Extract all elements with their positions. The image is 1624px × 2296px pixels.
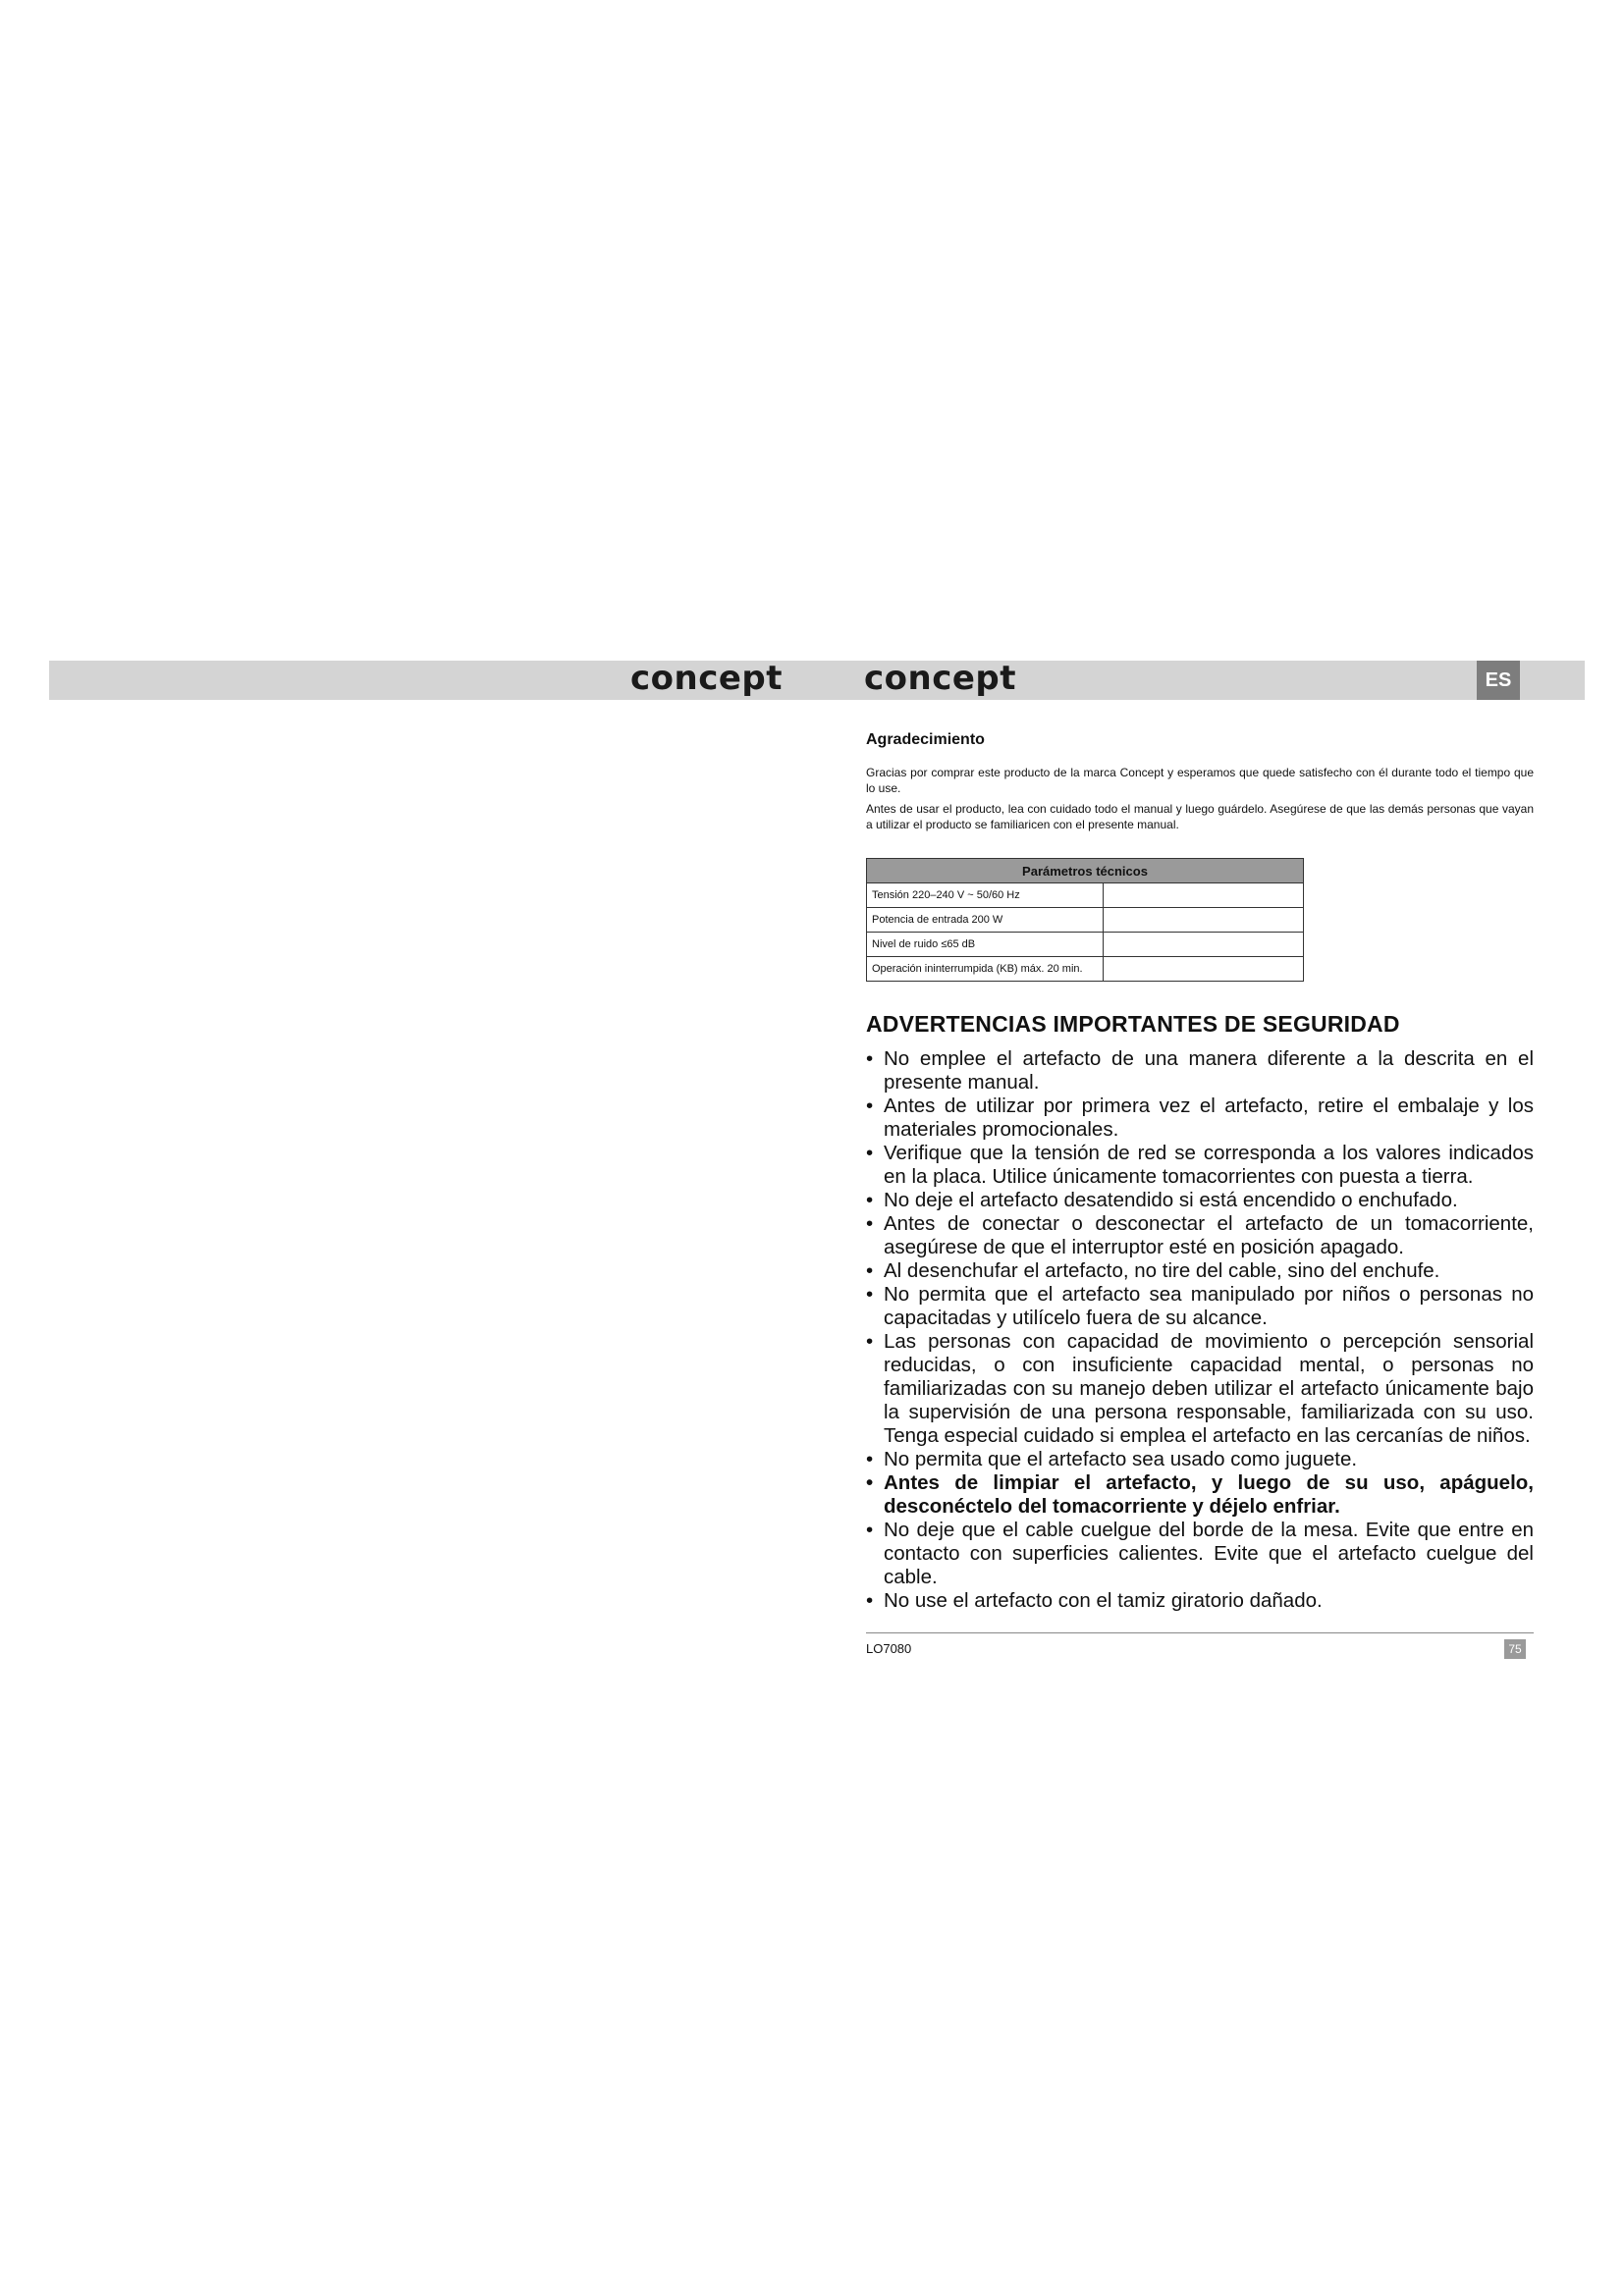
table-row — [867, 933, 1304, 957]
brand-logo-left: concept — [630, 659, 784, 698]
list-item — [866, 1471, 1534, 1519]
list-item-text: Las personas con capacidad de movimiento o percepción sensorial reducidas, o con insuficiente capacidad mental, o personas no familiarizadas con su manejo deben utilizar el artefacto únicamente bajo la supervisión de una persona responsable, familiarizada con su uso. Tenga especial cuidado si emplea el artefacto en las cercanías de niños. — [884, 1330, 1534, 1447]
table-cell-empty — [1104, 957, 1304, 982]
bullet-icon: • — [866, 1330, 874, 1353]
bullet-icon: • — [866, 1283, 874, 1306]
list-item-text: Al desenchufar el artefacto, no tire del cable, sino del enchufe. — [884, 1259, 1440, 1282]
bullet-icon: • — [866, 1519, 874, 1541]
list-item — [866, 1189, 1534, 1212]
intro-paragraph: Gracias por comprar este producto de la marca Concept y esperamos que quede satisfecho con él durante todo el tiempo que lo use. — [866, 766, 1534, 795]
bullet-icon: • — [866, 1095, 874, 1117]
warnings-title: ADVERTENCIAS IMPORTANTES DE SEGURIDAD — [866, 1011, 1400, 1037]
footer-divider — [866, 1632, 1534, 1633]
warnings-list — [866, 1047, 1534, 1613]
table-cell: Operación ininterrumpida (KB) máx. 20 min. — [867, 957, 1104, 982]
model-code: LO7080 — [866, 1641, 912, 1656]
table-row — [867, 957, 1304, 982]
list-item — [866, 1259, 1534, 1283]
bullet-icon: • — [866, 1189, 874, 1211]
list-item-text: Antes de conectar o desconectar el artefacto de un tomacorriente, asegúrese de que el interruptor esté en posición apagado. — [884, 1212, 1534, 1258]
language-badge: ES — [1477, 661, 1520, 700]
table-cell: Tensión 220–240 V ~ 50/60 Hz — [867, 883, 1104, 908]
table-header: Parámetros técnicos — [867, 859, 1304, 883]
list-item-text: No emplee el artefacto de una manera diferente a la descrita en el presente manual. — [884, 1047, 1534, 1094]
brand-logo-right: concept — [864, 659, 1017, 698]
table-cell-empty — [1104, 908, 1304, 933]
table-cell-empty — [1104, 933, 1304, 957]
list-item — [866, 1095, 1534, 1142]
list-item — [866, 1212, 1534, 1259]
intro-title: Agradecimiento — [866, 731, 985, 748]
intro-paragraph: Antes de usar el producto, lea con cuidado todo el manual y luego guárdelo. Asegúrese de que las demás personas que vayan a utilizar el producto se familiaricen con el presente manual. — [866, 802, 1534, 831]
list-item-text: No deje que el cable cuelgue del borde de la mesa. Evite que entre en contacto con superficies calientes. Evite que el artefacto cuelgue del cable. — [884, 1519, 1534, 1588]
table-cell-empty — [1104, 883, 1304, 908]
list-item — [866, 1047, 1534, 1095]
bullet-icon: • — [866, 1259, 874, 1282]
list-item — [866, 1330, 1534, 1448]
header-band — [49, 661, 1585, 700]
list-item — [866, 1283, 1534, 1330]
table-row — [867, 908, 1304, 933]
table-row — [867, 883, 1304, 908]
bullet-icon: • — [866, 1047, 874, 1070]
list-item-text: No permita que el artefacto sea manipulado por niños o personas no capacitadas y utilícelo fuera de su alcance. — [884, 1283, 1534, 1329]
intro-text — [866, 765, 1534, 832]
list-item-text: No use el artefacto con el tamiz giratorio dañado. — [884, 1589, 1323, 1612]
list-item-text: Antes de utilizar por primera vez el artefacto, retire el embalaje y los materiales promocionales. — [884, 1095, 1534, 1141]
list-item — [866, 1448, 1534, 1471]
technical-parameters-table — [866, 858, 1304, 982]
table-cell: Potencia de entrada 200 W — [867, 908, 1104, 933]
bullet-icon: • — [866, 1448, 874, 1470]
list-item-text: Verifique que la tensión de red se corresponda a los valores indicados en la placa. Utilice únicamente tomacorrientes con puesta a tierra. — [884, 1142, 1534, 1188]
bullet-icon: • — [866, 1212, 874, 1235]
list-item — [866, 1142, 1534, 1189]
page-content — [866, 731, 1534, 1613]
bullet-icon: • — [866, 1471, 874, 1494]
page-number: 75 — [1504, 1639, 1526, 1659]
list-item-text: No deje el artefacto desatendido si está encendido o enchufado. — [884, 1189, 1458, 1211]
table-cell: Nivel de ruido ≤65 dB — [867, 933, 1104, 957]
list-item-text: No permita que el artefacto sea usado como juguete. — [884, 1448, 1358, 1470]
list-item-text: Antes de limpiar el artefacto, y luego de su uso, apáguelo, desconéctelo del tomacorriente y déjelo enfriar. — [884, 1471, 1534, 1518]
list-item — [866, 1589, 1534, 1613]
bullet-icon: • — [866, 1589, 874, 1612]
bullet-icon: • — [866, 1142, 874, 1164]
list-item — [866, 1519, 1534, 1589]
